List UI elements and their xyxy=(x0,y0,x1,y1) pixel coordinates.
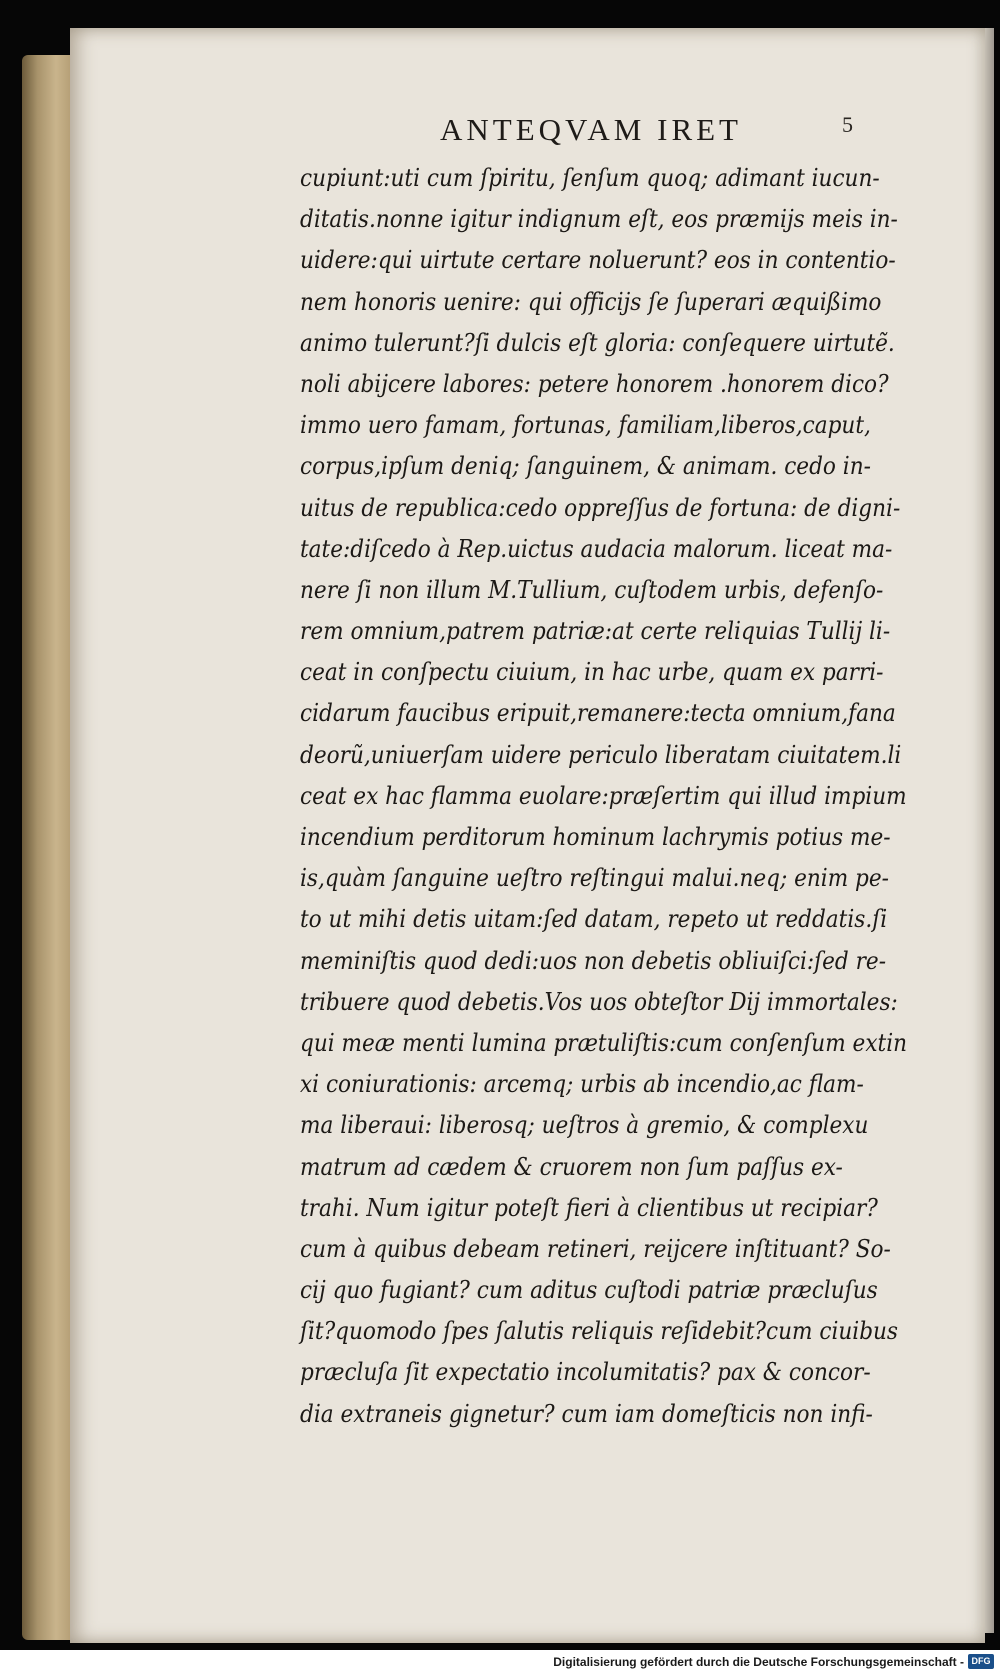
text-line: præcluſa ſit expectatio incolumitatis? pax & concor- xyxy=(300,1358,871,1387)
text-line: tate:diſcedo à Rep.uictus audacia malorum. liceat ma- xyxy=(300,534,893,563)
text-line: ceat in conſpectu ciuium, in hac urbe, quam ex parri- xyxy=(300,658,884,687)
footer-bar xyxy=(0,1650,1000,1675)
text-line: is,quàm ſanguine ueſtro reſtingui malui.neq; enim pe- xyxy=(300,864,889,893)
text-line: uidere:qui uirtute certare noluerunt? eos in contentio- xyxy=(300,246,896,275)
text-line: rem omnium,patrem patriæ:at certe reliquias Tullij li- xyxy=(300,617,891,646)
text-line: incendium perditorum hominum lachrymis potius me- xyxy=(300,823,891,851)
text-line: ceat ex hac flamma euolare:præſertim qui illud impium xyxy=(300,781,907,810)
text-line: cupiunt:uti cum ſpiritu, ſenſum quoq; adimant iucun- xyxy=(300,164,880,192)
footer-credit: Digitalisierung gefördert durch die Deutsche Forschungsgemeinschaft - xyxy=(553,1655,964,1669)
text-line: immo uero famam, fortunas, familiam,liberos,caput, xyxy=(300,411,871,440)
text-line: ditatis.nonne igitur indignum eſt, eos præmijs meis in- xyxy=(300,205,898,234)
text-line: to ut mihi detis uitam:ſed datam, repeto ut reddatis.ſi xyxy=(300,905,888,934)
text-line: uitus de republica:cedo oppreſſus de fortuna: de digni- xyxy=(300,493,901,522)
text-line: trahi. Num igitur poteſt fieri à clientibus ut recipiar? xyxy=(300,1193,878,1222)
text-line: tribuere quod debetis.Vos uos obteſtor Dij immortales: xyxy=(300,987,898,1016)
text-line: cum à quibus debeam retineri, reijcere inſtituant? So- xyxy=(300,1234,891,1263)
text-line: dia extraneis gignetur? cum iam domeſticis non infi- xyxy=(300,1399,873,1428)
text-line: noli abijcere labores: petere honorem .honorem dico? xyxy=(300,369,889,398)
page-number: 5 xyxy=(842,112,853,137)
text-line: corpus,ipſum deniq; ſanguinem, & animam. cedo in- xyxy=(300,452,871,481)
text-line: xi coniurationis: arcemq; urbis ab incendio,ac flam- xyxy=(300,1070,864,1099)
text-line: qui meæ menti lumina prætuliſtis:cum conſenſum extin xyxy=(300,1028,908,1057)
dfg-logo-icon: DFG xyxy=(968,1654,994,1669)
text-line: matrum ad cædem & cruorem non ſum paſſus ex- xyxy=(300,1152,843,1181)
text-line: meminiſtis quod dedi:uos non debetis obliuiſci:ſed re- xyxy=(300,946,887,975)
text-line: ma liberaui: liberosq; ueſtros à gremio, & complexu xyxy=(300,1111,869,1140)
text-line: nem honoris uenire: qui officijs ſe ſuperari æquißimo xyxy=(300,287,882,316)
text-line: cidarum faucibus eripuit,remanere:tecta omnium,fana xyxy=(300,699,896,728)
text-line: deorũ,uniuerſam uidere periculo liberatam ciuitatem.li xyxy=(300,740,902,769)
text-line: ſit?quomodo ſpes ſalutis reliquis reſidebit?cum ciuibus xyxy=(300,1317,899,1346)
running-head: ANTEQVAM IRET xyxy=(440,112,742,147)
text-line: animo tulerunt?ſi dulcis eſt gloria: conſequere uirtutẽ. xyxy=(300,328,895,357)
text-block xyxy=(300,158,940,1435)
text-line: cij quo fugiant? cum aditus cuſtodi patriæ præcluſus xyxy=(300,1276,878,1305)
text-line: nere ſi non illum M.Tullium, cuſtodem urbis, defenſo- xyxy=(300,575,884,604)
